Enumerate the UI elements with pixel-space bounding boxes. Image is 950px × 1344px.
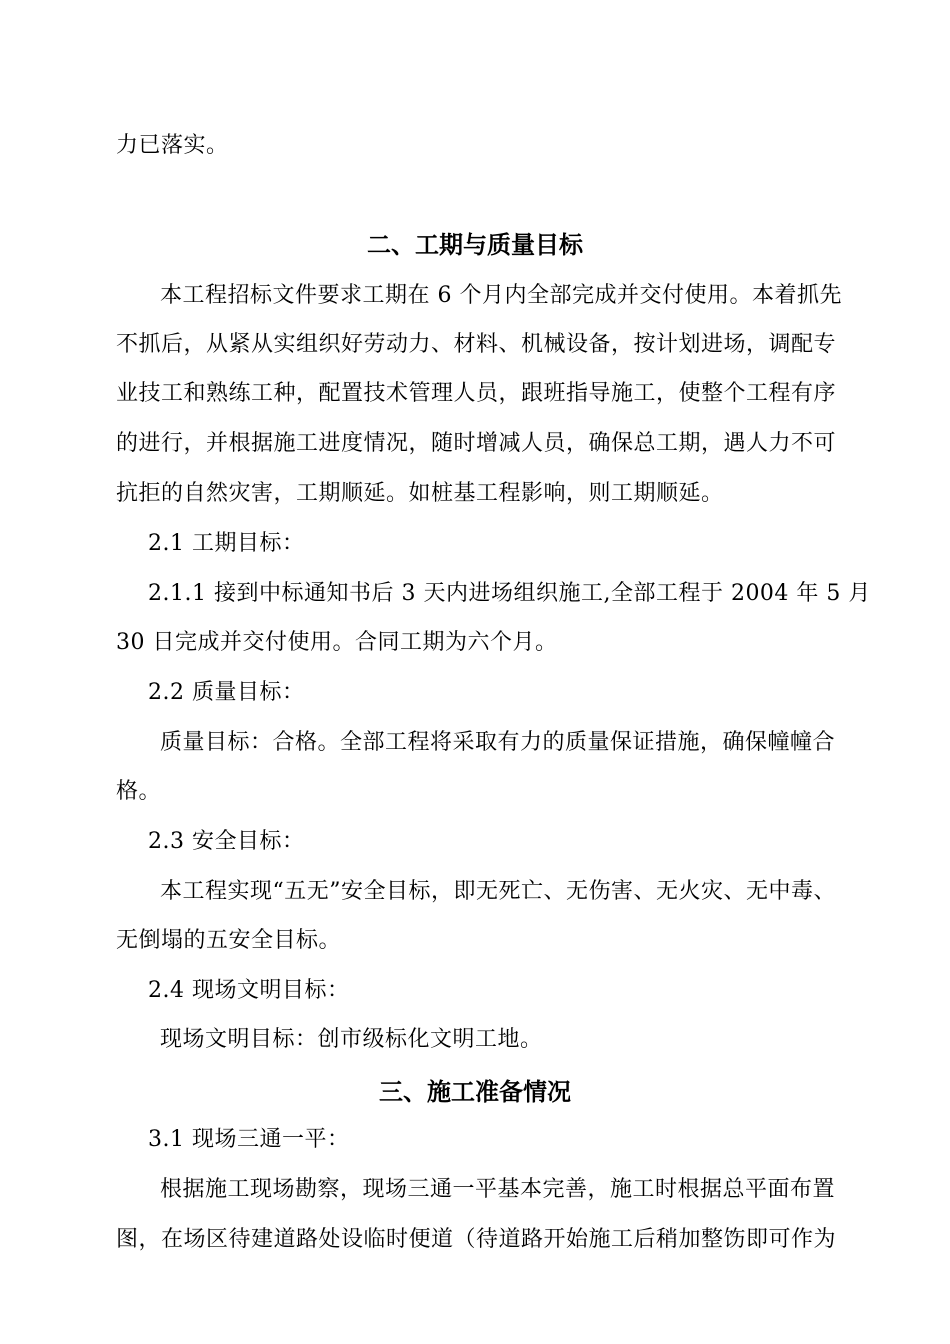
- paragraph-line: 业技工和熟练工种，配置技术管理人员，跟班指导施工，使整个工程有序: [116, 381, 837, 406]
- subsection-heading: 2.3 安全目标：: [148, 829, 305, 854]
- paragraph-line: 30 日完成并交付使用。合同工期为六个月。: [116, 630, 558, 655]
- paragraph-line: 现场文明目标：创市级标化文明工地。: [160, 1027, 543, 1052]
- paragraph-line: 抗拒的自然灾害，工期顺延。如桩基工程影响，则工期顺延。: [116, 481, 724, 506]
- subsection-heading: 2.1 工期目标：: [148, 531, 305, 556]
- subsection-heading: 3.1 现场三通一平：: [148, 1127, 350, 1152]
- subsection-heading: 2.2 质量目标：: [148, 680, 305, 705]
- paragraph-line: 格。: [116, 779, 162, 804]
- paragraph-line: 本工程实现“五无”安全目标，即无死亡、无伤害、无火灾、无中毒、: [160, 879, 836, 904]
- paragraph-line: 的进行，并根据施工进度情况，随时增减人员，确保总工期，遇人力不可: [116, 431, 837, 456]
- subsection-heading: 2.4 现场文明目标：: [148, 978, 350, 1003]
- paragraph-line: 2.1.1 接到中标通知书后 3 天内进场组织施工,全部工程于 2004 年 5 月: [148, 581, 871, 606]
- paragraph-line: 图，在场区待建道路处设临时便道（待道路开始施工后稍加整饬即可作为: [116, 1227, 837, 1252]
- paragraph-line: 不抓后，从紧从实组织好劳动力、材料、机械设备，按计划进场，调配专: [116, 332, 837, 357]
- paragraph-line: 力已落实。: [116, 133, 229, 158]
- paragraph-line: 根据施工现场勘察，现场三通一平基本完善，施工时根据总平面布置: [160, 1177, 836, 1202]
- paragraph-line: 无倒塌的五安全目标。: [116, 928, 342, 953]
- section-heading: 三、施工准备情况: [379, 1078, 571, 1106]
- section-heading: 二、工期与质量目标: [367, 231, 583, 259]
- paragraph-line: 质量目标：合格。全部工程将采取有力的质量保证措施，确保幢幢合: [160, 730, 836, 755]
- paragraph-line: 本工程招标文件要求工期在 6 个月内全部完成并交付使用。本着抓先: [160, 283, 842, 308]
